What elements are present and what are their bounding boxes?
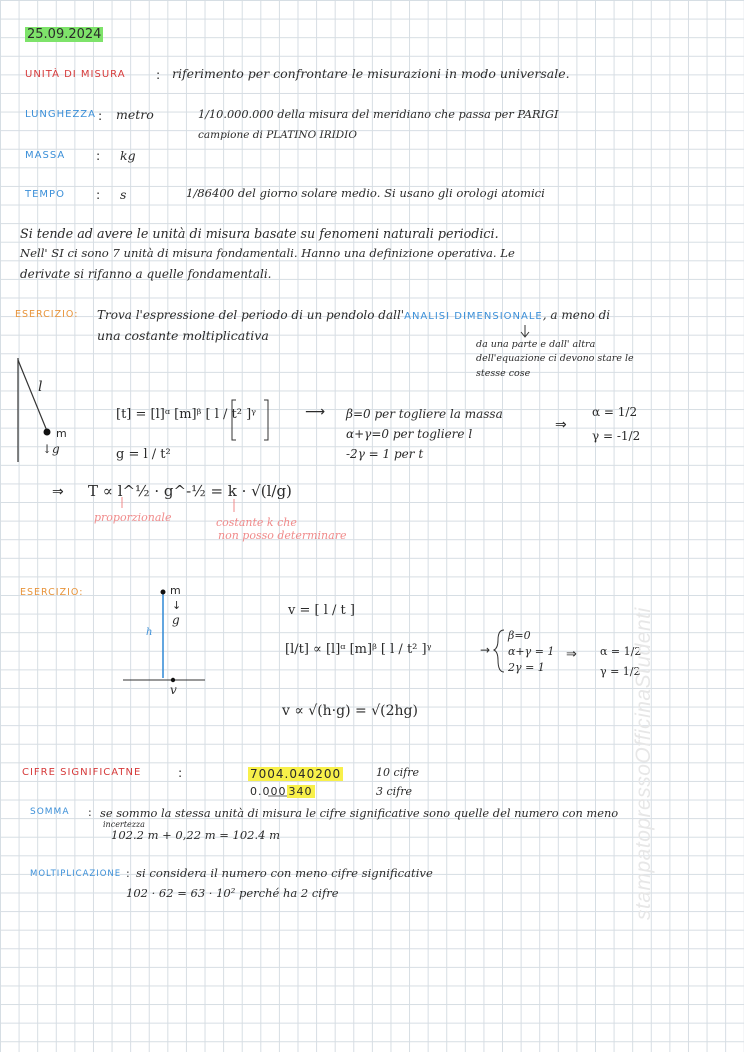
ex2-gravity-arrow: ↓ (172, 599, 182, 612)
pendulum-gravity-label: ↓g (42, 442, 60, 456)
system-brace (494, 630, 504, 672)
sig-number-2a: 0.000 (250, 785, 287, 798)
ex1-text-1 (97, 309, 610, 322)
watermark: stampatopressoOfficinaStudenti (632, 607, 655, 920)
ex2-system-1: β=0 (508, 629, 531, 642)
para-line-3: derivate si rifanno a quelle fondamentali. (20, 267, 272, 281)
mul-sep: : (126, 867, 130, 880)
date-heading (25, 28, 103, 41)
ex1-system-3: -2γ = 1 per t (346, 447, 424, 461)
pendulum-mass-label: m (56, 427, 67, 440)
sig-number-2b: 340 (288, 785, 313, 798)
sum-note: incertezza (103, 820, 145, 829)
ex1-system-1: β=0 per togliere la massa (346, 407, 503, 421)
sig-number-2-count: 3 cifre (376, 785, 413, 798)
ex1-system-2: α+γ=0 per togliere l (346, 427, 473, 441)
para-line-1: Si tende ad avere le unità di misura basate su fenomeni naturali periodici. (20, 226, 499, 241)
date-text: 25.09.2024 (27, 27, 102, 42)
ex1-label: ESERCIZIO: (15, 309, 79, 320)
time-definition: 1/86400 del giorno solare medio. Si usano gli orologi atomici (186, 186, 545, 200)
time-unit: s (120, 187, 127, 202)
ex1-arrow: ⟶ (305, 404, 326, 420)
ex1-solution-2: γ = -1/2 (592, 429, 641, 443)
ex2-solution-2: γ = 1/2 (600, 665, 641, 678)
ground-point (171, 678, 175, 682)
note-constant-1: costante k che (216, 516, 297, 529)
ex2-system-3: 2γ = 1 (508, 661, 545, 674)
mul-text: si considera il numero con meno cifre significative (136, 866, 433, 880)
mul-label: MOLTIPLICAZIONE (30, 869, 122, 879)
ex2-equation-2: [l/t] ∝ [l]ᵅ [m]ᵝ [ l / t² ]ᵞ (285, 642, 432, 657)
ex2-mass-label: m (170, 584, 181, 597)
sum-example: 102.2 m + 0,22 m = 102.4 m (111, 828, 281, 842)
length-sample: campione di PLATINO IRIDIO (198, 129, 357, 141)
ex1-result-implies: ⇒ (52, 484, 64, 500)
sig-number-1 (248, 768, 343, 780)
sum-label: SOMMA (30, 807, 70, 817)
time-label: TEMPO (25, 189, 65, 200)
sig-number-1-count: 10 cifre (376, 766, 420, 779)
ex1-equation-2: g = l / t² (116, 447, 171, 462)
sig-sep: : (178, 765, 183, 780)
pendulum-length-label: l (38, 379, 43, 395)
ex2-implies: ⇒ (566, 647, 577, 662)
para-line-2: Nell' SI ci sono 7 unità di misura fondamentali. Hanno una definizione operativa. Le (20, 246, 515, 260)
length-unit: metro (116, 107, 154, 122)
mass-sep: : (96, 148, 101, 163)
ex2-label: ESERCIZIO: (20, 587, 84, 598)
sum-sep: : (88, 806, 92, 819)
ex1-note-2: dell'equazione ci devono stare le (476, 353, 634, 364)
ex1-text-1a: Trova l'espressione del periodo di un pendolo dall' (97, 308, 405, 322)
units-sep: : (156, 67, 161, 82)
ex2-solution-1: α = 1/2 (600, 645, 642, 658)
sig-number-1-value: 7004.040200 (250, 767, 342, 781)
sig-label: CIFRE SIGNIFICATNE (22, 767, 142, 778)
mass-unit: kg (120, 148, 136, 163)
ex1-implies: ⇒ (555, 417, 567, 433)
analysis-label: ANALISI DIMENSIONALE (404, 311, 543, 322)
ex1-note-1: da una parte e dall' altra (476, 339, 596, 350)
ex1-note-3: stesse cose (476, 368, 531, 379)
note-proportional: proporzionale (94, 511, 172, 524)
length-label: LUNGHEZZA (25, 109, 97, 120)
note-constant-2: non posso determinare (218, 529, 347, 542)
sig-number-2 (250, 786, 315, 797)
bracket-right (264, 400, 268, 440)
ex2-velocity-label: v (170, 683, 177, 697)
ex2-system-2: α+γ = 1 (508, 645, 555, 658)
ex2-gravity-label: g (172, 613, 180, 627)
ex2-equation-1: v = [ l / t ] (288, 603, 355, 618)
mul-example: 102 · 62 = 63 · 10² perché ha 2 cifre (126, 886, 339, 900)
ex1-text-2: una costante moltiplicativa (97, 328, 269, 343)
length-definition: 1/10.000.000 della misura del meridiano che passa per PARIGI (198, 108, 559, 121)
pendulum-bob (44, 429, 51, 436)
units-label: UNITÀ DI MISURA (25, 69, 126, 80)
sum-text: se sommo la stessa unità di misura le cifre significative sono quelle del numero con meno (100, 806, 619, 820)
mass-label: MASSA (25, 150, 66, 161)
ex2-arrow: → (480, 643, 491, 657)
ex1-equation-1: [t] = [l]ᵅ [m]ᵝ [ l / t² ]ᵞ (116, 407, 257, 422)
mass-point (161, 590, 166, 595)
units-definition: riferimento per confrontare le misurazioni in modo universale. (172, 66, 570, 81)
ex2-height-label: h (146, 627, 153, 638)
ex1-result: T ∝ l^½ · g^-½ = k · √(l/g) (88, 482, 292, 500)
pendulum-string (18, 360, 47, 431)
time-sep: : (96, 187, 101, 202)
length-sep: : (98, 108, 103, 123)
ex1-text-1b: , a meno di (542, 308, 611, 322)
ex1-solution-1: α = 1/2 (592, 405, 638, 419)
ex2-result: v ∝ √(h·g) = √(2hg) (282, 703, 418, 719)
